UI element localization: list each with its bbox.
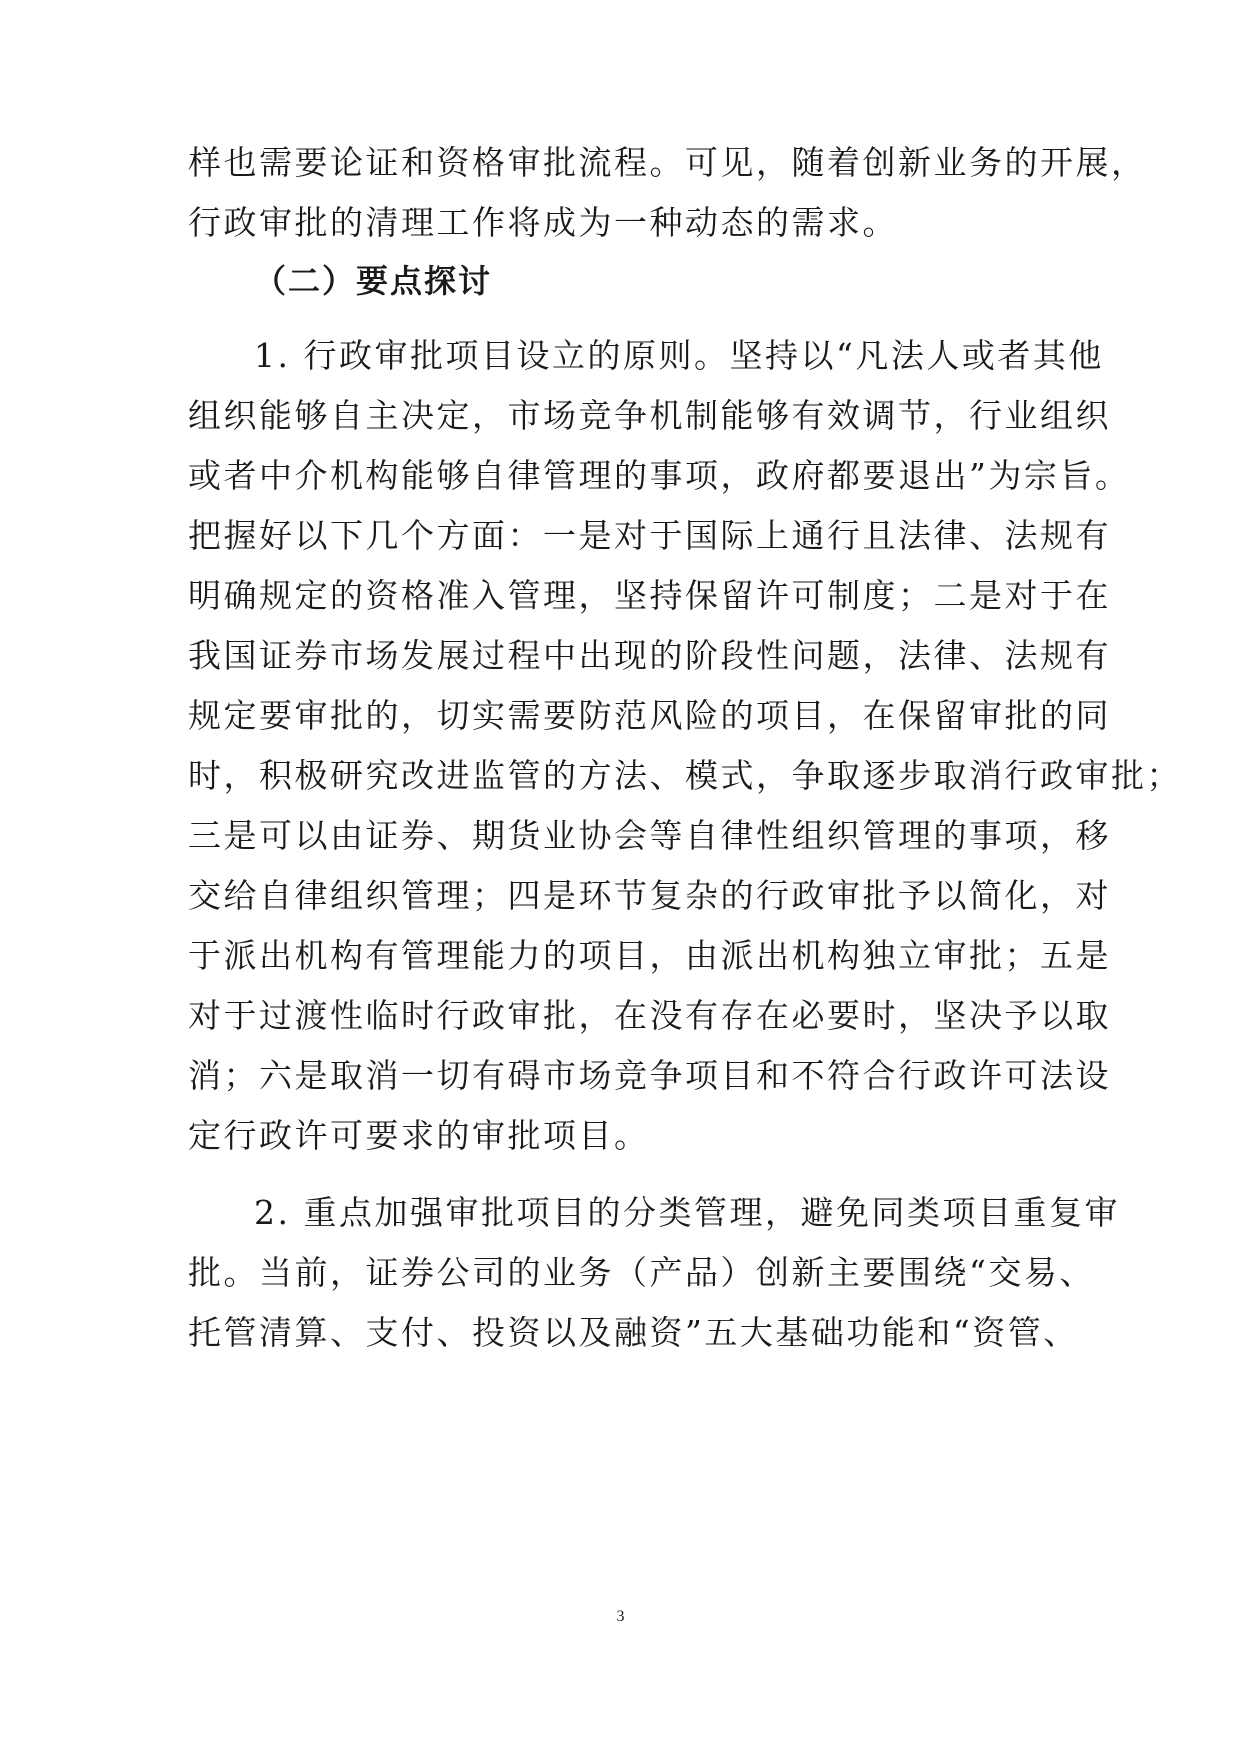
body-text-line: 托管清算、支付、投资以及融资”五大基础功能和“资管、 bbox=[188, 1313, 1079, 1352]
body-text-line: 2. 重点加强审批项目的分类管理，避免同类项目重复审 bbox=[254, 1193, 1120, 1232]
body-text-line: 组织能够自主决定，市场竞争机制能够有效调节，行业组织 bbox=[188, 396, 1111, 435]
body-text-line: 时，积极研究改进监管的方法、模式，争取逐步取消行政审批； bbox=[188, 756, 1182, 795]
page-number: 3 bbox=[616, 1608, 625, 1625]
body-text-line: 消；六是取消一切有碍市场竞争项目和不符合行政许可法设 bbox=[188, 1056, 1111, 1095]
body-text-line: 1. 行政审批项目设立的原则。坚持以“凡法人或者其他 bbox=[254, 336, 1104, 375]
body-text-line: 明确规定的资格准入管理，坚持保留许可制度；二是对于在 bbox=[188, 576, 1111, 615]
body-text-line: 样也需要论证和资格审批流程。可见，随着创新业务的开展， bbox=[188, 143, 1147, 182]
body-text-line: 三是可以由证券、期货业协会等自律性组织管理的事项，移 bbox=[188, 816, 1111, 855]
body-text-line: 交给自律组织管理；四是环节复杂的行政审批予以简化，对 bbox=[188, 876, 1111, 915]
body-text-line: 或者中介机构能够自律管理的事项，政府都要退出”为宗旨。 bbox=[188, 456, 1131, 495]
body-text-line: 于派出机构有管理能力的项目，由派出机构独立审批；五是 bbox=[188, 936, 1111, 975]
body-text-line: 行政审批的清理工作将成为一种动态的需求。 bbox=[188, 203, 898, 242]
body-text-line: 对于过渡性临时行政审批，在没有存在必要时，坚决予以取 bbox=[188, 996, 1111, 1035]
body-text-line: 规定要审批的，切实需要防范风险的项目，在保留审批的同 bbox=[188, 696, 1111, 735]
body-text-line: 我国证券市场发展过程中出现的阶段性问题，法律、法规有 bbox=[188, 636, 1111, 675]
section-heading: （二）要点探讨 bbox=[254, 262, 493, 300]
body-text-line: 定行政许可要求的审批项目。 bbox=[188, 1116, 650, 1155]
body-text-line: 批。当前，证券公司的业务（产品）创新主要围绕“交易、 bbox=[188, 1253, 1095, 1292]
body-text-line: 把握好以下几个方面：一是对于国际上通行且法律、法规有 bbox=[188, 516, 1111, 555]
